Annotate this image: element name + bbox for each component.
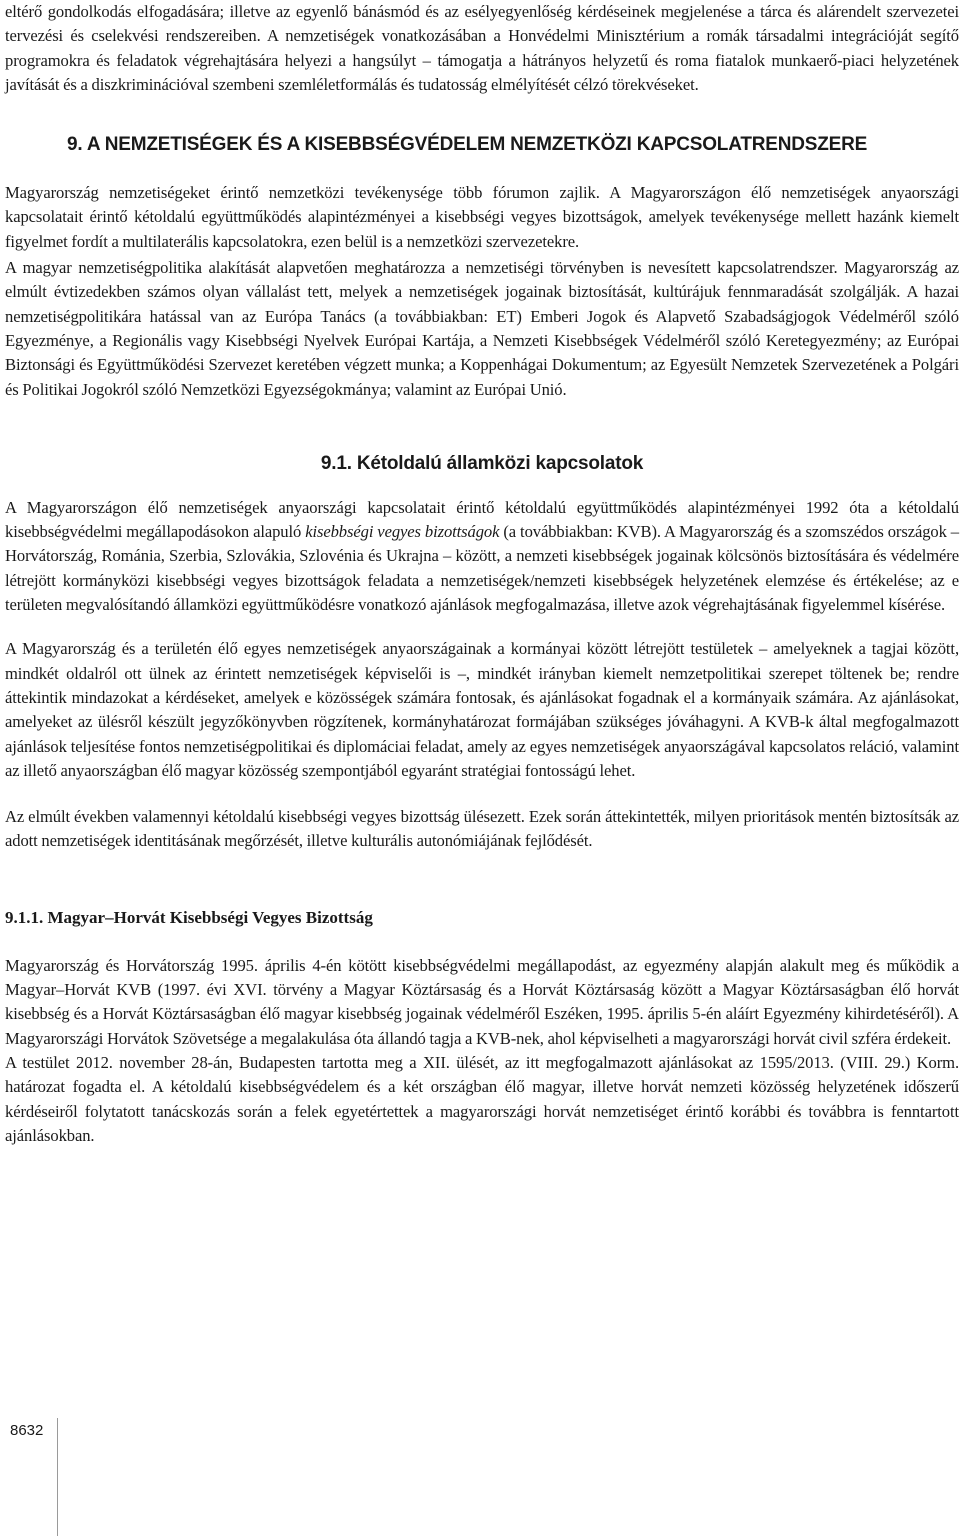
section-9-1-1-paragraph-2: A testület 2012. november 28-án, Budapesten tartotta meg a XII. ülését, az itt megfogalmazott ajánlásokat az 1595/2013. (VIII. 29.) Korm. határozat fogadta el. A kétoldalú kisebbségvédelem és a két országban élő magyar, illetve horvát nemzeti közösség helyzetének időszerű kérdéseiről folytatott tanácskozás során a felek egyetértettek a magyarországi horvát nemzetiséget érintő korábbi és továbbra is fenntartott ajánlásokban.: [5, 1052, 959, 1145]
section-9-1-1-paragraph-1: Magyarország és Horvátország 1995. április 4-én kötött kisebbségvédelmi megállapodást, az egyezmény alapján alakult meg és működik a Magyar–Horvát KVB (1997. évi XVI. törvény a Magyar Köztársaság és a Horvát Köztársaság között a Magyar Köztársaságban élő horvát kisebbség és a Horvát Köztársaságban élő magyar kisebbség jogainak védelméről Eszéken, 1995. április 5-én aláírt Egyezmény kihirdetéséről). A Magyarországi Horvátok Szövetsége a megalakulása óta állandó tagja a KVB-nek, ahol képviselheti a magyarországi horvát civil szféra érdekeit.: [5, 955, 959, 1048]
kvb-term: kisebbségi vegyes bizottságok: [305, 522, 500, 542]
section-9-paragraph-2: A magyar nemzetiségpolitika alakítását alapvetően meghatározza a nemzetiségi törvényben is nevesített kapcsolatrendszer. Magyarország az elmúlt évtizedekben számos olyan vállalást tett, melyek a nemzetiségek jogainak biztosítását, kultúrájuk fennmaradását szolgálják. A hazai nemzetiségpolitikára hatással van az Európa Tanács (a továbbiakban: ET) Emberi Jogok és Alapvető Szabadságjogok Védelméről szóló Egyezménye, a Regionális vagy Kisebbségi Nyelvek Európai Kartája, a Nemzeti Kisebbségek Védelméről szóló Keretegyezmény; az Európai Biztonsági és Együttműködési Szervezet keretében végzett munka; a Koppenhágai Dokumentum; az Egyesült Nemzetek Szervezetének a Polgári és Politikai Jogokról szóló Nemzetközi Egyezségokmánya; valamint az Európai Unió.: [5, 258, 959, 399]
section-9-paragraph-1: Magyarország nemzetiségeket érintő nemzetközi tevékenysége több fórumon zajlik. A Magyarországon élő nemzetiségek anyaországi kapcsolatait érintő kétoldalú együttműködés alapintézményei a kisebbségi vegyes bizottságok, amelyek tevékenysége mellett hazánk kiemelt figyelmet fordít a multilaterális kapcsolatokra, ezen belül is a nemzetközi szervezetekre.: [5, 183, 959, 251]
page-number: 8632: [10, 1418, 58, 1536]
section-9-heading: 9. A NEMZETISÉGEK ÉS A KISEBBSÉGVÉDELEM NEMZETKÖZI KAPCSOLATRENDSZERE: [67, 134, 868, 156]
section-9-1-paragraph-1: [5, 496, 959, 617]
intro-paragraph: eltérő gondolkodás elfogadására; illetve az egyenlő bánásmód és az esélyegyenlőség kérdéseinek megjelenése a tárca és alárendelt szervezetei tervezési és cselekvési rendszereiben. A nemzetiségek vonatkozásában a Honvédelmi Minisztérium a romák társadalmi integrációját segítő programokra és feladatok végrehajtására helyezi a hangsúlyt – támogatja a hátrányos helyzetű és roma fiatalok munkaerő-piaci helyzetének javítását és a diszkriminációval szembeni szemléletformálás és tudatosság elmélyítését célzó törekvéseket.: [5, 2, 959, 94]
section-9-1-paragraph-3: Az elmúlt években valamennyi kétoldalú kisebbségi vegyes bizottság ülésezett. Ezek során áttekintették, milyen prioritások mentén biztosítsák az adott nemzetiségek identitásának megőrzését, illetve kulturális autonómiájának fejlődését.: [5, 807, 959, 851]
section-9-1-paragraph-1-part-b: (a továbbiakban: KVB). A Magyarország és a szomszédos országok – Horvátország, Románia, Szerbia, Szlovákia, Szlovénia és Ukrajna – között, a nemzeti kisebbségek jogainak kölcsönös biztosítására és védelmére létrejött kormányközi kisebbségi vegyes bizottságok feladata a nemzetiségek/nemzeti kisebbségek helyzetének elemzése és értékelése; az e területen megvalósítandó államközi együttműködésre vonatkozó ajánlások megfogalmazása, illetve azok végrehajtásának figyelemmel kísérése.: [5, 522, 960, 615]
document-page: [5, 0, 959, 1148]
section-9-1-paragraph-2: A Magyarország és a területén élő egyes nemzetiségek anyaországainak a kormányai között létrejött testületek – amelyeknek a tagjai között, mindkét oldalról ott ülnek az érintett nemzetiségek képviselői is –, mindkét irányban kiemelt nemzetpolitikai szerepet töltenek be; rendre áttekintik mindazokat a kérdéseket, amelyek e közösségek számára fontosak, és ajánlásokat fogadnak el a kormányaik számára. Az ajánlásokat, amelyeket az ülésről készült jegyzőkönyvben rögzítenek, kormányhatározat formájában szükséges jóváhagyni. A KVB-k által megfogalmazott ajánlások teljesítése fontos nemzetiségpolitikai és diplomáciai feladat, amely az egyes nemzetiségek anyaországával kapcsolatos reláció, valamint az illető anyaországban élő magyar közösség szempontjából egyaránt stratégiai fontosságú lehet.: [5, 639, 959, 780]
section-9-1-paragraph-1-part-a: A Magyarországon élő nemzetiségek anyaországi kapcsolatait érintő kétoldalú együttműködés alapintézményei 1992 óta a kétoldalú kisebbségvédelmi megállapodásokon alapuló: [5, 497, 959, 542]
section-9-1-heading: 9.1. Kétoldalú államközi kapcsolatok: [320, 452, 644, 474]
section-9-1-1-heading: 9.1.1. Magyar–Horvát Kisebbségi Vegyes Bizottság: [5, 907, 373, 927]
